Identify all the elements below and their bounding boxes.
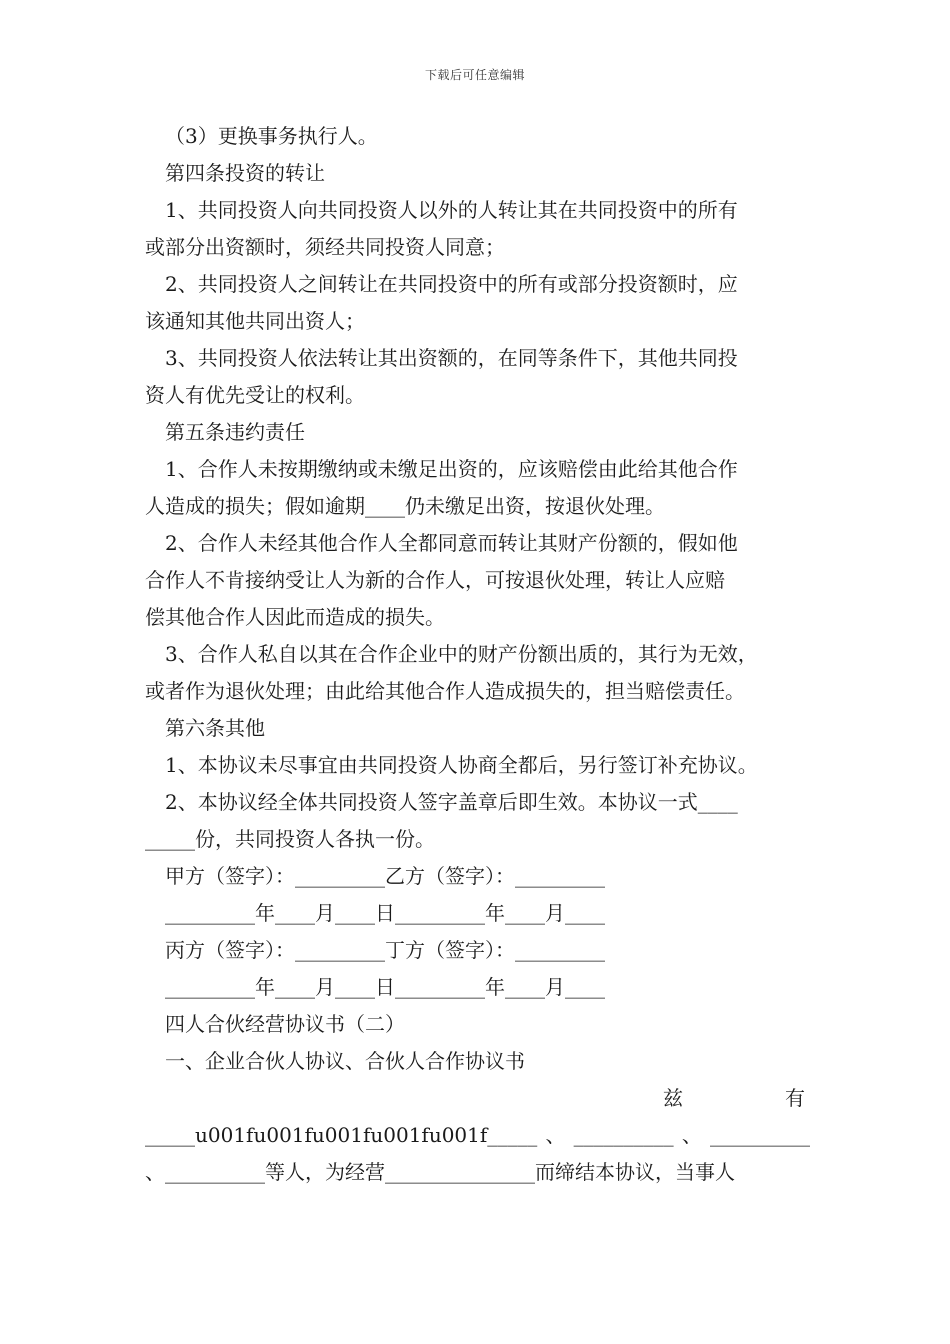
paragraph-line: 合作人不肯接纳受让人为新的合作人，可按退伙处理，转让人应赔 [145,568,725,592]
justified-line [145,1117,810,1154]
paragraph-line: 2、本协议经全体共同投资人签字盖章后即生效。本协议一式____ [165,790,738,814]
paragraph-line: 资人有优先受让的权利。 [145,383,365,407]
signature-line-party-a-b: 甲方（签字）：_________乙方（签字）：_________ [165,864,605,888]
paragraph-line: 1、合作人未按期缴纳或未缴足出资的，应该赔偿由此给其他合作 [165,457,738,481]
section-heading: 第六条其他 [165,716,265,740]
paragraph-line: 、__________等人，为经营_______________而缔结本协议，当事人 [145,1160,735,1184]
date-line: _________年____月____日_________年____月____ [165,901,605,925]
paragraph-line: 2、共同投资人之间转让在共同投资中的所有或部分投资额时，应 [165,272,738,296]
paragraph-line: 1、本协议未尽事宜由共同投资人协商全都后，另行签订补充协议。 [165,753,758,777]
section-heading: 第五条违约责任 [165,420,305,444]
paragraph-line: 1、共同投资人向共同投资人以外的人转让其在共同投资中的所有 [165,198,738,222]
paragraph-line: 或者作为退伙处理；由此给其他合作人造成损失的，担当赔偿责任。 [145,679,745,703]
text-fragment: __________ [573,1123,674,1147]
text-fragment: 、 [681,1123,702,1147]
justified-line [145,1080,810,1117]
paragraph-line: 该通知其他共同出资人； [145,309,365,333]
document-title: 四人合伙经营协议书（二） [165,1012,405,1036]
text-fragment: 、 [545,1123,566,1147]
paragraph-line: 3、合作人私自以其在合作企业中的财产份额出质的，其行为无效， [165,642,758,666]
paragraph-line: 人造成的损失；假如逾期____仍未缴足出资，按退伙处理。 [145,494,665,518]
paragraph-line: 2、合作人未经其他合作人全都同意而转让其财产份额的，假如他 [165,531,738,555]
text-fragment: _____u001fu001fu001fu001fu001f_____ [145,1123,538,1147]
page-header: 下载后可任意编辑 [424,68,525,82]
section-heading: 第四条投资的转让 [165,161,325,185]
paragraph-line: 或部分出资额时，须经共同投资人同意； [145,235,505,259]
document-body [145,118,810,1191]
text-fragment: 有 [785,1086,805,1110]
section-heading: 一、企业合伙人协议、合伙人合作协议书 [165,1049,525,1073]
text-fragment: 兹 [663,1086,683,1110]
text-fragment: __________ [709,1123,810,1147]
paragraph-line: 3、共同投资人依法转让其出资额的，在同等条件下，其他共同投 [165,346,738,370]
paragraph-line: 偿其他合作人因此而造成的损失。 [145,605,445,629]
date-line: _________年____月____日_________年____月____ [165,975,605,999]
paragraph-line: （3）更换事务执行人。 [165,124,378,148]
signature-line-party-c-d: 丙方（签字）：_________丁方（签字）：_________ [165,938,605,962]
paragraph-line: _____份，共同投资人各执一份。 [145,827,435,851]
